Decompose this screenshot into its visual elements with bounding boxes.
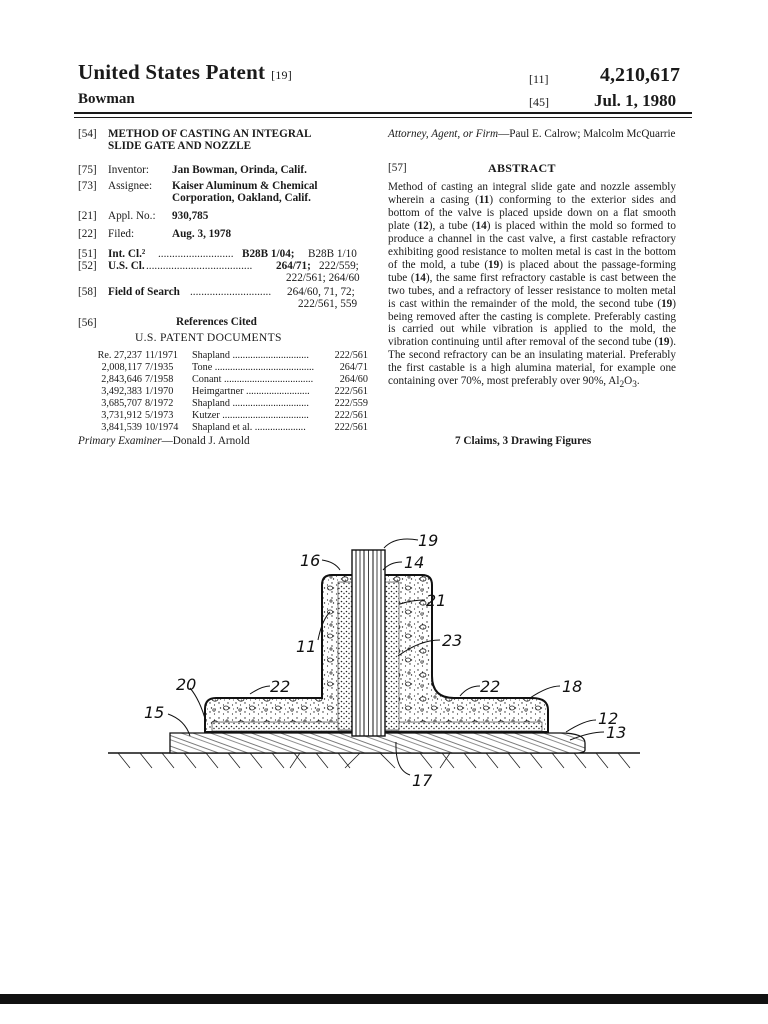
ref-class: 264/71: [339, 362, 368, 373]
patent-date: Jul. 1, 1980: [594, 91, 677, 110]
title-code: [19]: [271, 68, 292, 82]
invention-title-line1: METHOD OF CASTING AN INTEGRAL: [108, 128, 312, 140]
ref-number: 2,008,117: [101, 362, 142, 373]
ref-inventor: Shapland et al. ....................: [192, 422, 306, 433]
code-56: [56]: [78, 317, 97, 329]
attorney-name: Paul E. Calrow; Malcolm McQuarrie: [509, 128, 676, 140]
abstract-ref: 19: [658, 336, 670, 349]
scan-border: [0, 994, 768, 1004]
ref-number: 3,841,539: [101, 422, 142, 433]
assignee-line1: Kaiser Aluminum & Chemical: [172, 180, 318, 192]
ref-inventor: Heimgartner .........................: [192, 386, 310, 397]
uscl-value2: 222/559;: [319, 260, 359, 272]
date-code: [45]: [529, 95, 549, 109]
patent-header-title: [78, 60, 292, 85]
label-23: 23: [442, 631, 463, 650]
label-12: 12: [598, 709, 619, 728]
intcl-value2: B28B 1/10: [308, 248, 357, 260]
ref-class: 222/561: [334, 386, 368, 397]
code-52: [52]: [78, 260, 97, 272]
ref-inventor: Conant ...................................: [192, 374, 314, 385]
center-tube: [352, 550, 385, 736]
abstract-ref: 14: [414, 271, 426, 284]
ref-number: 3,685,707: [101, 398, 142, 409]
abstract-ref: 12: [417, 219, 429, 232]
references-subtitle: U.S. PATENT DOCUMENTS: [135, 331, 282, 344]
ref-class: 222/559: [334, 398, 368, 409]
abstract-part: ), the same first refractory castable is cast between the two tubes, and a refractory of lesser resistance to molten metal is cast within the remainder of the mold, the second tube (: [388, 271, 676, 310]
label-15: 15: [144, 703, 165, 722]
assignee-label: Assignee:: [108, 180, 153, 192]
label-20: 20: [176, 675, 197, 694]
appl-value: 930,785: [172, 210, 209, 222]
uscl-label: U.S. Cl.: [108, 260, 145, 272]
attorney: [388, 128, 678, 140]
patent-number: 4,210,617: [600, 64, 680, 86]
label-13: 13: [606, 723, 627, 742]
label-19: 19: [418, 531, 439, 550]
ref-inventor: Shapland ..............................: [192, 350, 309, 361]
code-21: [21]: [78, 210, 97, 222]
ref-number: Re. 27,237: [97, 350, 142, 361]
field-dots: .............................: [190, 286, 272, 298]
intcl-value: B28B 1/04;: [242, 248, 295, 260]
abstract-part: ) conforming to the exterior sides and bottom of the valve is placed upside down on a flat smooth plate (: [388, 193, 676, 232]
code-54: [54]: [78, 128, 97, 140]
inventor-value: Jan Bowman, Orinda, Calif.: [172, 164, 307, 176]
header-rule: [74, 112, 692, 114]
code-75: [75]: [78, 164, 97, 176]
ref-date: 10/1974: [145, 422, 179, 433]
ref-date: 5/1973: [145, 410, 174, 421]
abstract-ref: 11: [478, 193, 490, 206]
ref-number: 2,843,646: [101, 374, 142, 385]
ref-number: 3,492,383: [101, 386, 142, 397]
code-57: [57]: [388, 162, 407, 174]
abstract-part: ), a tube (: [428, 219, 476, 232]
abstract-part: .: [636, 375, 640, 388]
patent-number-code: [11]: [529, 72, 549, 86]
ref-date: 8/1972: [145, 398, 174, 409]
examiner-label: Primary Examiner: [78, 435, 162, 447]
examiner-name: Donald J. Arnold: [172, 435, 250, 447]
ref-class: 222/561: [334, 410, 368, 421]
label-11: 11: [296, 637, 317, 656]
filed-value: Aug. 3, 1978: [172, 228, 232, 240]
ref-inventor: Tone .......................................: [192, 362, 315, 373]
header-inventor: Bowman: [78, 91, 135, 107]
ref-date: 7/1958: [145, 374, 174, 385]
code-58: [58]: [78, 286, 97, 298]
patent-drawing: [0, 500, 768, 820]
references-title: References Cited: [176, 316, 257, 328]
abstract-part: ) being removed after the casting is complete. Preferably casting is carried out while vibration is applied to the mold, the vibration continuing until after removal of the second tube (: [388, 297, 676, 349]
claims-count: 7 Claims, 3 Drawing Figures: [455, 435, 592, 447]
abstract-part: O: [624, 375, 633, 388]
abstract-title: ABSTRACT: [488, 161, 556, 175]
abstract-part: ) is placed within the mold so formed to produce a channel in the cast valve, a first castable refractory exhibiting good resistance to molten metal is cast in the bottom of the mold, a tube (: [388, 219, 676, 271]
ref-class: 222/561: [334, 350, 368, 361]
abstract-ref: 19: [488, 258, 500, 271]
intcl-label: Int. Cl.²: [108, 248, 146, 260]
ref-date: 1/1970: [145, 386, 174, 397]
abstract-subscript: 2: [619, 380, 625, 391]
label-21: 21: [426, 591, 447, 610]
ref-class: 264/60: [339, 374, 368, 385]
ref-date: 11/1971: [145, 350, 179, 361]
ref-date: 7/1935: [145, 362, 174, 373]
label-22-left: 22: [270, 677, 291, 696]
abstract-part: ). The second refractory can be an insulating material. Preferably the first castable is a high alumina material, for example one containing over 70%, most preferably over 90%, Al: [388, 336, 676, 388]
abstract-subscript: 3: [632, 380, 637, 391]
assignee-line2: Corporation, Oakland, Calif.: [172, 192, 311, 204]
uscl-dots: ......................................: [146, 260, 253, 272]
abstract-text: [388, 181, 676, 392]
uscl-value3: 222/561; 264/60: [286, 272, 360, 284]
label-18: 18: [562, 677, 583, 696]
abstract-part: ) is placed about the passage-forming tube (: [388, 258, 677, 284]
attorney-dash: —: [498, 128, 510, 140]
abstract-part: Method of casting an integral slide gate and nozzle assembly wherein a casing (: [388, 181, 676, 206]
code-22: [22]: [78, 228, 97, 240]
examiner-dash: —: [161, 435, 173, 447]
abstract-ref: 19: [661, 297, 673, 310]
title-text: United States Patent: [78, 60, 266, 84]
code-73: [73]: [78, 180, 97, 192]
intcl-dots: ...........................: [158, 248, 234, 260]
header-rule-thin: [74, 117, 692, 118]
invention-title-line2: SLIDE GATE AND NOZZLE: [108, 140, 252, 152]
ref-inventor: Shapland ..............................: [192, 398, 309, 409]
label-16: 16: [300, 551, 321, 570]
field-value: 264/60, 71, 72;: [287, 286, 355, 298]
code-51: [51]: [78, 248, 97, 260]
appl-label: Appl. No.:: [108, 210, 156, 222]
inventor-label: Inventor:: [108, 164, 150, 176]
attorney-label: Attorney, Agent, or Firm: [388, 128, 499, 140]
ref-inventor: Kutzer ..................................: [192, 410, 309, 421]
ref-number: 3,731,912: [101, 410, 142, 421]
field-value2: 222/561, 559: [298, 298, 358, 310]
label-22-right: 22: [480, 677, 501, 696]
uscl-value: 264/71;: [276, 260, 311, 272]
label-17: 17: [412, 771, 433, 790]
field-label: Field of Search: [108, 286, 180, 298]
filed-label: Filed:: [108, 228, 135, 240]
primary-examiner: [78, 435, 250, 447]
ref-class: 222/561: [334, 422, 368, 433]
label-14: 14: [404, 553, 425, 572]
ground-hatching: [118, 753, 630, 768]
abstract-ref: 14: [475, 219, 487, 232]
